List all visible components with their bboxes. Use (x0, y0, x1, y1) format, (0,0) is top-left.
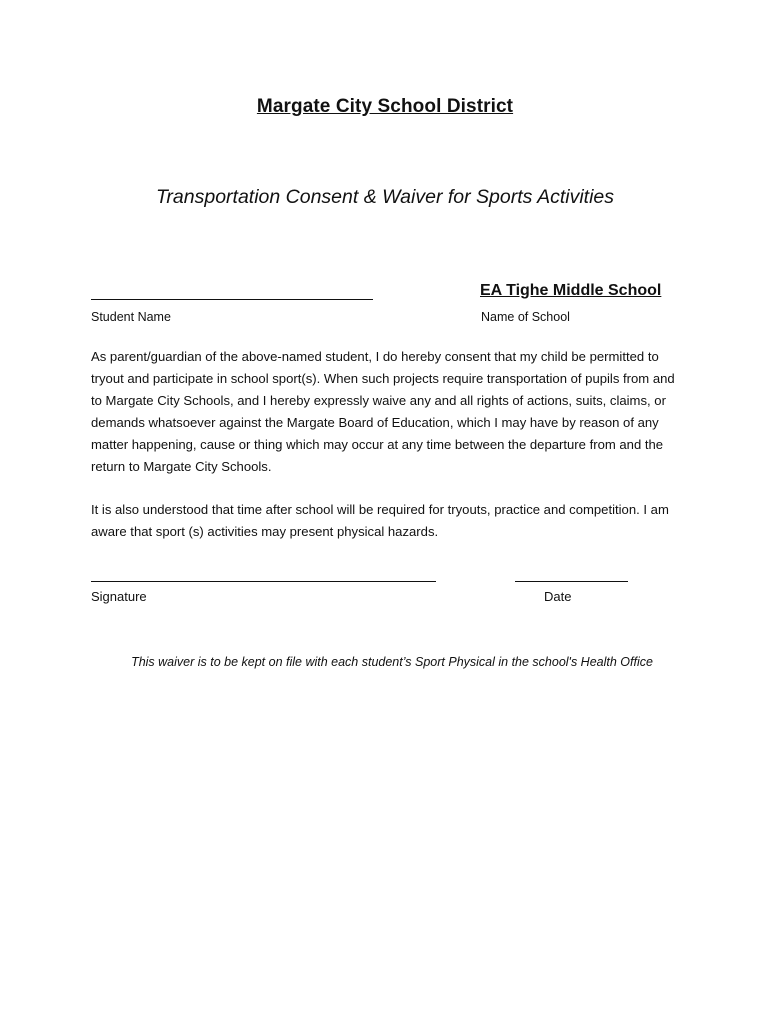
school-name-value: EA Tighe Middle School (480, 282, 662, 299)
date-field[interactable] (515, 581, 628, 582)
signature-field[interactable] (91, 581, 436, 582)
student-name-label: Student Name (91, 310, 171, 324)
student-name-field[interactable] (91, 299, 373, 300)
date-label: Date (544, 589, 572, 604)
form-title: Transportation Consent & Waiver for Sports Activities (155, 186, 615, 208)
hazard-paragraph: It is also understood that time after school will be required for tryouts, practice and competition. I am aware that sport (s) activities may present physical hazards. (91, 502, 669, 539)
footer-note: This waiver is to be kept on file with each student’s Sport Physical in the school's Health Office (131, 655, 653, 669)
school-name-label: Name of School (481, 310, 570, 324)
consent-paragraph: As parent/guardian of the above-named student, I do hereby consent that my child be permitted to tryout and participate in school sport(s). When such projects require transportation of pupils from and to Margate City Schools, and I hereby expressly waive any and all rights of actions, suits, claims, or demands whatsoever against the Margate Board of Education, which I may have by reason of any matter happening, cause or thing which may occur at any time between the departure from and the return to Margate City Schools. (91, 349, 675, 474)
signature-label: Signature (91, 589, 147, 604)
district-title: Margate City School District (256, 96, 514, 117)
